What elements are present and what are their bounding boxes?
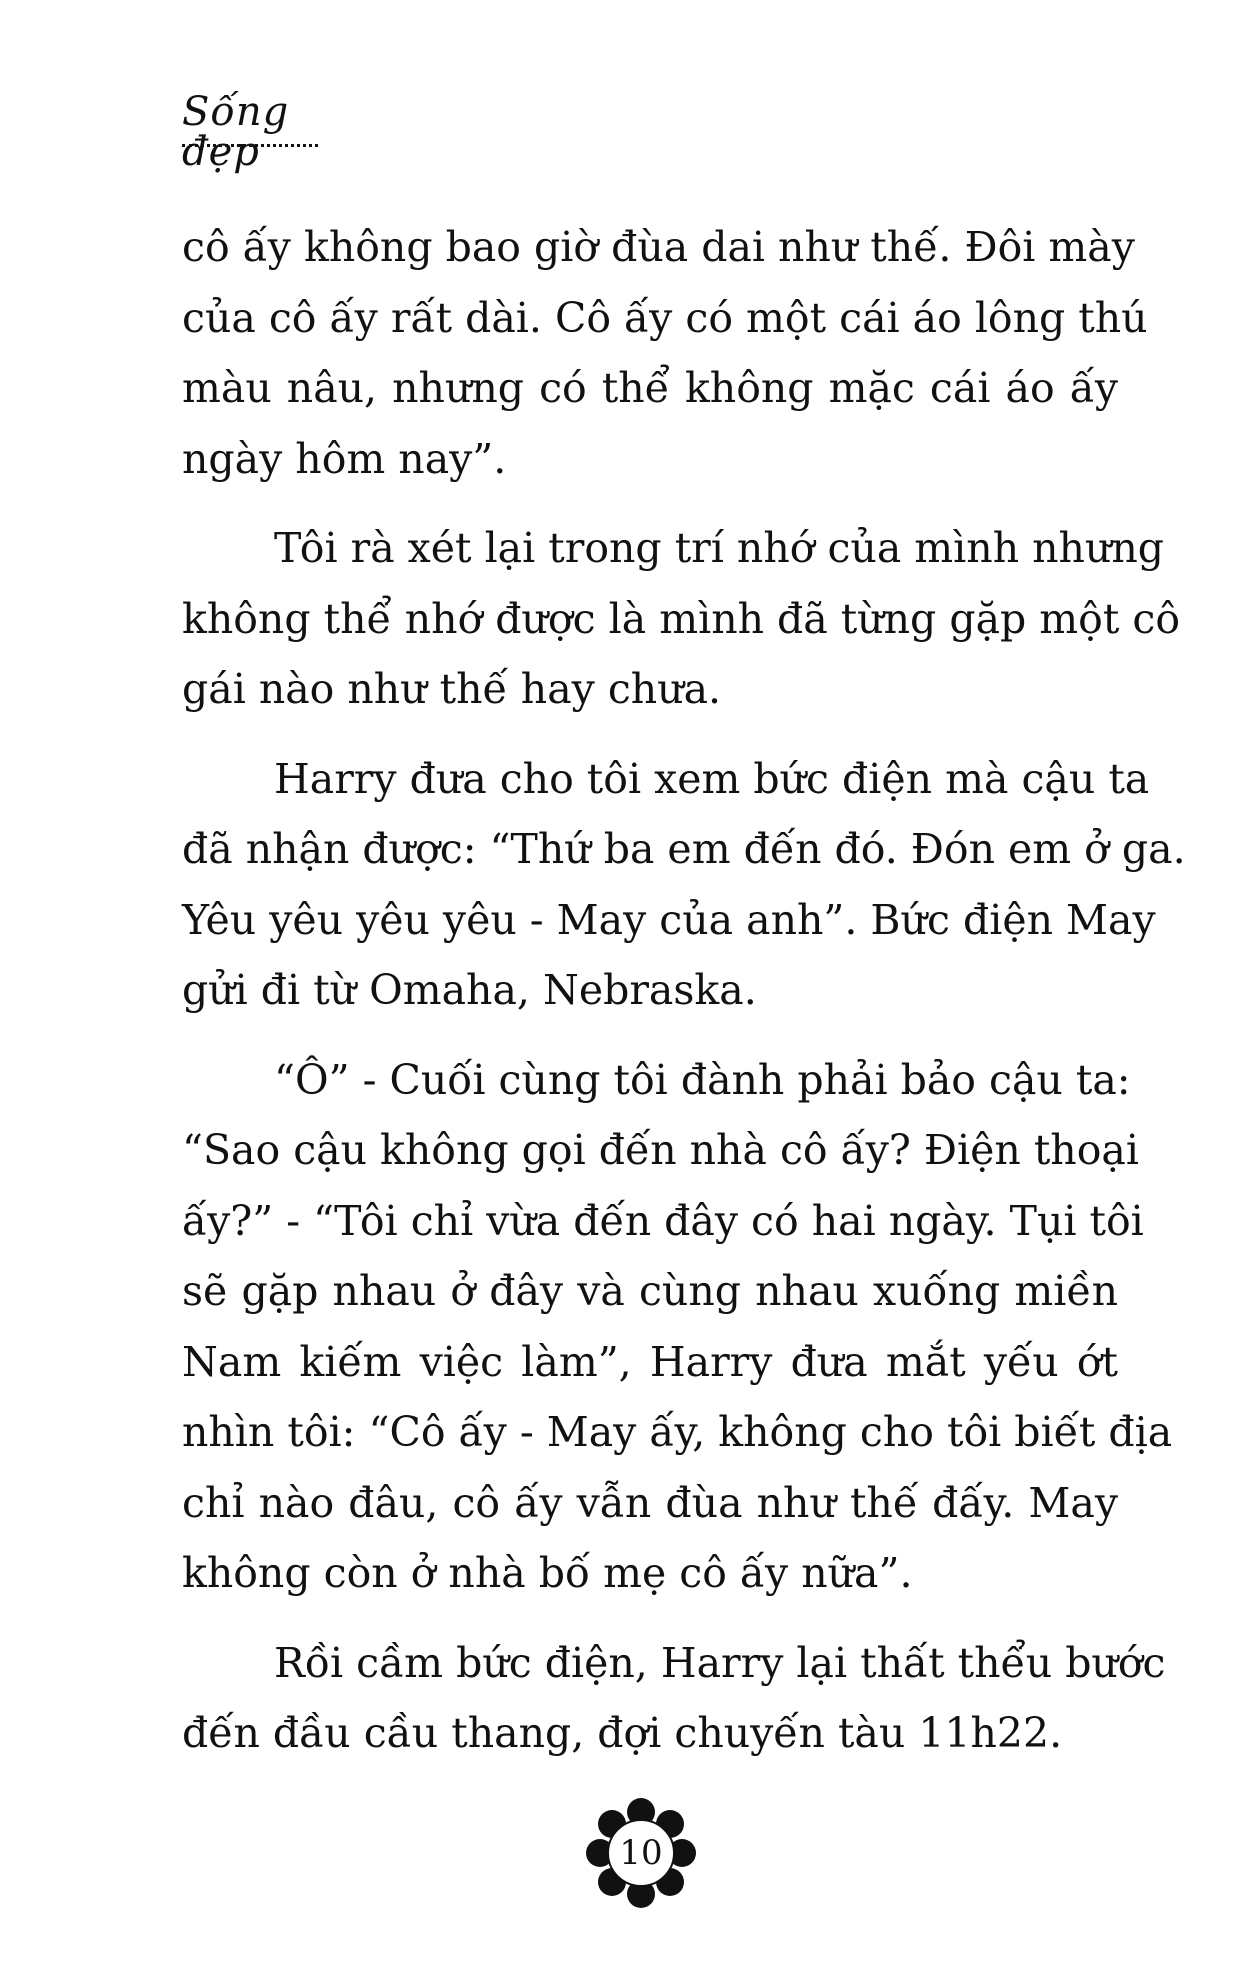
text-line: Yêu yêu yêu yêu - May của anh”. Bức điện May <box>182 895 1156 944</box>
text-line: “Sao cậu không gọi đến nhà cô ấy? Điện thoại <box>182 1126 1139 1174</box>
page-number-ornament <box>586 1798 696 1908</box>
text-line: đã nhận được: “Thứ ba em đến đó. Đón em ở ga. <box>182 825 1186 873</box>
text-line: màu nâu, nhưng có thể không mặc cái áo ấy <box>182 364 1118 412</box>
text-line: Rồi cầm bức điện, Harry lại thất thểu bước <box>274 1638 1166 1687</box>
text-line: gửi đi từ Omaha, Nebraska. <box>182 966 757 1014</box>
running-header <box>182 89 342 175</box>
paragraph-2 <box>182 513 1181 725</box>
text-line: chỉ nào đâu, cô ấy vẫn đùa như thế đấy. May <box>182 1478 1118 1527</box>
paragraph-1 <box>182 212 1148 494</box>
text-line: đến đầu cầu thang, đợi chuyến tàu 11h22. <box>182 1709 1063 1757</box>
page-number: 10 <box>619 1833 663 1873</box>
paragraph-5 <box>182 1628 1166 1769</box>
text-line: cô ấy không bao giờ đùa dai như thế. Đôi mày <box>182 223 1135 271</box>
text-line: ấy?” - “Tôi chỉ vừa đến đây có hai ngày. Tụi tôi <box>182 1196 1144 1245</box>
text-line: sẽ gặp nhau ở đây và cùng nhau xuống miền <box>182 1267 1118 1315</box>
text-line: không còn ở nhà bố mẹ cô ấy nữa”. <box>182 1549 913 1597</box>
text-line: Tôi rà xét lại trong trí nhớ của mình nhưng <box>274 524 1165 572</box>
text-line: Nam kiếm việc làm”, Harry đưa mắt yếu ớt <box>182 1337 1118 1386</box>
paragraph-4 <box>182 1045 1173 1609</box>
text-line: ngày hôm nay”. <box>182 434 507 483</box>
running-title: Sống đẹp <box>182 89 290 175</box>
text-line: “Ô” - Cuối cùng tôi đành phải bảo cậu ta: <box>274 1055 1131 1104</box>
text-line: nhìn tôi: “Cô ấy - May ấy, không cho tôi biết địa <box>182 1408 1173 1456</box>
header-dotted-underline <box>182 144 318 147</box>
text-line: không thể nhớ được là mình đã từng gặp một cô <box>182 594 1181 643</box>
text-line: Harry đưa cho tôi xem bức điện mà cậu ta <box>274 754 1150 803</box>
paragraph-3 <box>182 744 1186 1026</box>
text-line: gái nào như thế hay chưa. <box>182 665 722 713</box>
text-line: của cô ấy rất dài. Cô ấy có một cái áo lông thú <box>182 293 1148 342</box>
body-text <box>182 212 1186 1788</box>
